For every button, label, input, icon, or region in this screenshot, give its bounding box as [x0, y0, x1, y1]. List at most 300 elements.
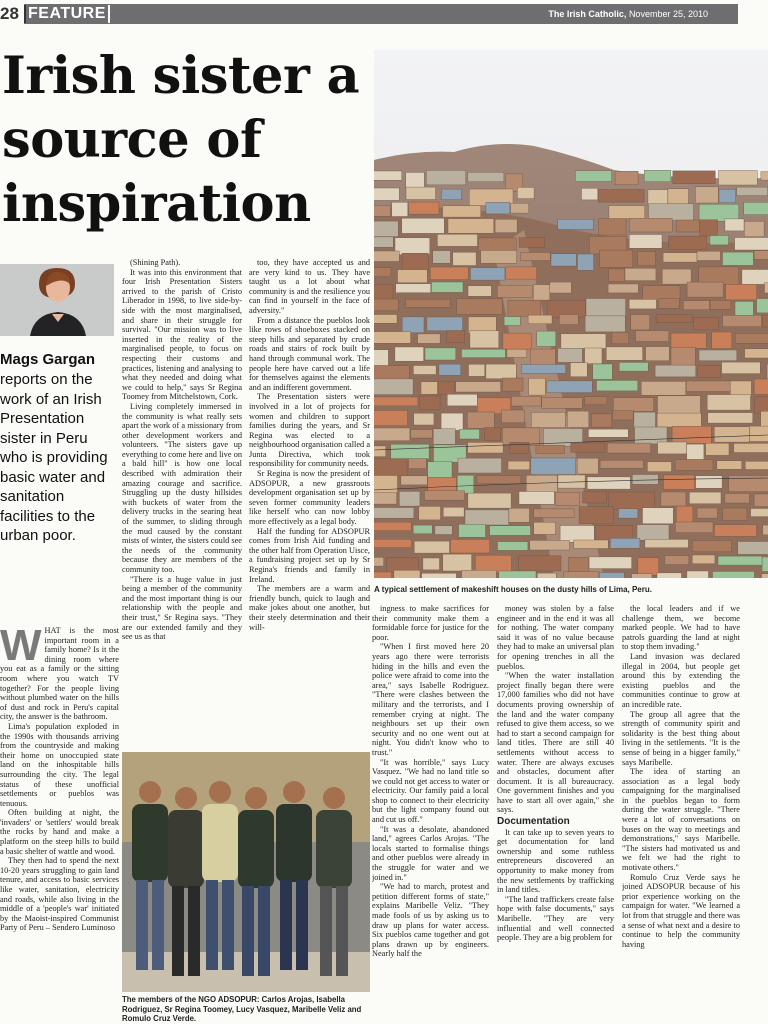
paragraph: "When I first moved here 20 years ago there were terrorists hiding in the hills and even the police were afraid to come into the area," says Isabelle Rodriguez. "There were clashes between the military and the terrorists, and I remember crying at night. The neighbours set up their own security and no one went out at night. You didn't know who to trust."	[372, 642, 489, 757]
house-shape	[374, 350, 388, 366]
house-shape	[458, 458, 502, 473]
house-shape	[467, 412, 494, 428]
paragraph: Lima's population exploded in the 1990s with thousands arriving from the countryside and making their home on unoccupied state land on the inhospitable hills surrounding the city. The legal status of these unofficial settlements or pueblos was tenuous.	[0, 721, 119, 808]
house-shape	[537, 573, 556, 578]
house-shape	[722, 362, 761, 374]
house-shape	[738, 542, 768, 555]
house-shape	[537, 331, 556, 346]
house-shape	[634, 412, 656, 429]
house-shape	[531, 412, 565, 427]
person-figure	[258, 886, 270, 976]
house-shape	[600, 460, 643, 468]
house-shape	[401, 476, 427, 485]
person-figure	[175, 787, 197, 809]
house-shape	[443, 554, 472, 571]
house-shape	[714, 427, 749, 442]
author-name: Mags Gargan	[0, 351, 96, 368]
house-shape	[644, 170, 671, 182]
house-shape	[648, 190, 668, 206]
house-shape	[583, 492, 607, 503]
house-shape	[625, 268, 656, 280]
house-shape	[533, 285, 549, 301]
house-shape	[374, 410, 408, 425]
house-shape	[671, 333, 706, 348]
house-shape	[676, 220, 700, 232]
person-figure	[132, 804, 168, 882]
person-figure	[152, 880, 164, 970]
header-divider	[24, 5, 26, 23]
house-shape	[686, 381, 730, 392]
house-shape	[719, 171, 758, 186]
house-shape	[534, 522, 556, 534]
house-shape	[374, 366, 409, 381]
main-photo-caption: A typical settlement of makeshift houses on the dusty hills of Lima, Peru.	[374, 585, 652, 594]
house-shape	[509, 508, 530, 522]
house-shape	[585, 348, 602, 364]
house-shape	[612, 332, 629, 343]
house-shape	[502, 378, 523, 391]
house-shape	[406, 187, 436, 199]
house-shape	[498, 542, 528, 551]
headline: Irish sister a source of inspiration	[2, 46, 360, 234]
house-shape	[608, 284, 638, 293]
paragraph: It was into this environment that four Irish Presentation Sisters arrived to the parish of Cristo Liberador in 1998, to live side-by-side with the most marginalised, and share in their struggle for survival. "Our mission was to live inserted in the reality of the marginalised people, to focus on respecting their customs and practices, listening and analysing to what they needed and doing what we could to help," says Sr Regina Toomey from Mitchelstown, Cork.	[122, 267, 242, 402]
house-shape	[609, 206, 645, 219]
house-shape	[435, 526, 452, 535]
house-shape	[726, 284, 757, 300]
house-shape	[374, 508, 414, 519]
house-shape	[725, 219, 744, 231]
house-shape	[559, 315, 578, 325]
house-shape	[613, 411, 634, 420]
house-shape	[638, 252, 656, 266]
house-shape	[428, 462, 452, 479]
house-shape	[437, 234, 477, 246]
house-shape	[374, 332, 411, 344]
house-shape	[735, 301, 753, 315]
paragraph: too, they have accepted us and are very kind to us. They have taught us a lot about what community is and the resilience you can find in yourself in the face of adversity."	[249, 258, 370, 315]
house-shape	[578, 254, 594, 270]
house-shape	[409, 202, 439, 214]
person-figure	[172, 886, 184, 976]
house-shape	[575, 171, 611, 182]
house-shape	[374, 493, 397, 505]
house-shape	[374, 557, 384, 566]
house-shape	[765, 283, 768, 293]
house-shape	[447, 331, 465, 343]
house-shape	[392, 202, 408, 216]
house-shape	[448, 219, 494, 234]
column-5-part-b	[497, 828, 614, 943]
person-figure	[283, 781, 305, 803]
paragraph: They then had to spend the next 10-20 years struggling to gain land tenure, and access to basic services like water, sanitation, electricity and roads, while also living in the middle of a 'people's war' initiated by the Maoist-inspired Communist Party of Peru – Sendero Luminoso	[0, 856, 119, 933]
house-shape	[635, 427, 667, 444]
house-shape	[399, 491, 420, 506]
house-shape	[712, 332, 732, 349]
house-shape	[413, 366, 436, 375]
house-shape	[465, 510, 509, 525]
house-shape	[745, 461, 768, 469]
person-figure	[320, 886, 332, 976]
house-shape	[409, 459, 427, 469]
house-shape	[609, 269, 625, 282]
house-shape	[683, 301, 709, 310]
house-shape	[511, 203, 529, 213]
house-shape	[717, 461, 742, 470]
person-figure	[316, 810, 352, 888]
house-shape	[374, 446, 386, 457]
house-shape	[662, 269, 691, 284]
paragraph: "We had to march, protest and petition different forms of state," explains Maribelle Veliz. "They made fools of us by asking us to draw up plans for water access. Six pueblos came together and got plans drawn up by engineers. Nearly half the	[372, 882, 489, 959]
house-shape	[425, 348, 456, 360]
house-shape	[643, 286, 680, 301]
house-shape	[663, 253, 697, 262]
house-shape	[672, 426, 711, 443]
house-shape	[391, 444, 429, 459]
house-shape	[394, 570, 420, 578]
page-number: 28	[0, 4, 24, 24]
house-shape	[638, 558, 659, 575]
house-shape	[558, 348, 583, 362]
house-shape	[757, 299, 768, 313]
house-shape	[457, 299, 503, 315]
person-figure	[209, 781, 231, 803]
house-shape	[636, 331, 669, 342]
house-shape	[589, 557, 632, 569]
house-shape	[579, 507, 613, 524]
house-shape	[675, 459, 713, 470]
house-shape	[460, 429, 480, 439]
house-shape	[619, 509, 638, 518]
house-shape	[462, 349, 506, 357]
house-shape	[469, 364, 485, 376]
person-figure	[222, 880, 234, 970]
house-shape	[521, 253, 551, 261]
house-shape	[521, 365, 565, 374]
house-shape	[676, 506, 693, 524]
publication-dateline	[548, 4, 708, 24]
house-shape	[754, 494, 768, 507]
house-shape	[658, 396, 701, 414]
house-shape	[374, 188, 399, 200]
house-shape	[443, 206, 481, 217]
house-shape	[547, 381, 592, 393]
house-shape	[418, 334, 441, 344]
house-shape	[587, 477, 630, 489]
house-shape	[723, 315, 762, 327]
house-shape	[453, 252, 476, 265]
house-shape	[606, 347, 642, 360]
house-shape	[671, 348, 695, 366]
paragraph: the local leaders and if we challenge them, we become marked people. We had to have patrols guarding the land at night to stop them invading."	[622, 604, 740, 652]
house-shape	[574, 540, 608, 549]
house-shape	[423, 558, 440, 570]
person-figure	[323, 787, 345, 809]
house-shape	[374, 268, 391, 277]
house-shape	[656, 315, 692, 323]
paragraph: money was stolen by a false engineer and in the end it was all for nothing. The water company said it was of no value because they had to make an universal plan for opening trenches in all the pueblos.	[497, 604, 614, 671]
house-shape	[511, 396, 541, 406]
house-shape	[649, 204, 694, 221]
person-figure	[296, 880, 308, 970]
house-shape	[735, 238, 768, 251]
paragraph: (Shining Path).	[130, 258, 181, 267]
house-shape	[713, 571, 755, 578]
house-shape	[718, 556, 762, 565]
house-shape	[597, 380, 638, 391]
house-shape	[470, 331, 499, 348]
house-shape	[374, 251, 399, 262]
house-shape	[593, 364, 613, 379]
group-photo	[122, 752, 370, 992]
house-shape	[629, 299, 656, 309]
person-figure	[168, 810, 204, 888]
person-figure	[188, 886, 200, 976]
house-shape	[508, 300, 541, 316]
header-bar	[0, 4, 738, 24]
house-shape	[675, 522, 713, 533]
house-shape	[699, 267, 739, 284]
house-shape	[555, 492, 579, 505]
house-shape	[427, 317, 463, 331]
house-shape	[490, 526, 531, 536]
house-shape	[468, 442, 504, 453]
house-shape	[629, 218, 672, 232]
house-shape	[745, 349, 768, 358]
house-shape	[707, 395, 750, 411]
house-shape	[402, 218, 445, 233]
house-shape	[374, 171, 402, 180]
paragraph: "The land traffickers create false hope with false documents," says Maribelle. "They are very influential and well connected people. They are a big problem for	[497, 894, 614, 943]
house-shape	[486, 364, 516, 379]
house-shape	[696, 476, 723, 488]
house-shape	[673, 171, 716, 184]
house-shape	[517, 187, 534, 198]
person-figure	[136, 880, 148, 970]
house-shape	[697, 251, 720, 260]
house-shape	[374, 205, 391, 216]
paragraph: Half the funding for ADSOPUR comes from Irish Aid funding and the other half from Operation Uisce, a fundraising project set up by Sr Regina's friends and family in Ireland.	[249, 526, 370, 584]
house-shape	[563, 572, 599, 578]
article-column-lead	[0, 626, 119, 1024]
house-shape	[698, 366, 721, 378]
paragraph: "It was horrible," says Lucy Vasquez. "We had no land title so we could not get access to water or electricity. Our family paid a local shop to connect to their electricity but the light company found out and cut us off."	[372, 757, 489, 825]
house-shape	[406, 299, 451, 307]
article-column-1	[122, 258, 242, 653]
house-shape	[398, 270, 428, 283]
person-figure	[238, 810, 274, 888]
house-shape	[607, 443, 651, 453]
house-shape	[762, 574, 768, 578]
house-shape	[600, 250, 633, 267]
person-figure	[139, 781, 161, 803]
article-column-5	[497, 604, 614, 1024]
house-shape	[695, 187, 718, 203]
house-shape	[419, 506, 441, 520]
house-shape	[763, 315, 768, 327]
house-shape	[395, 347, 424, 361]
house-shape	[374, 572, 392, 578]
house-shape	[693, 318, 718, 330]
paragraph: "There is a huge value in just being a member of the community and the most important thing is our relationship with the people and their trust," Sr Regina says. "They are our extended family and they see us as that	[122, 574, 242, 642]
house-shape	[451, 539, 490, 553]
house-shape	[744, 202, 768, 214]
person-figure	[336, 886, 348, 976]
house-shape	[485, 428, 501, 441]
house-shape	[664, 475, 695, 489]
house-shape	[582, 188, 598, 200]
house-shape	[374, 476, 398, 494]
house-shape	[395, 238, 430, 255]
person-figure	[206, 880, 218, 970]
paragraph: Often building at night, the 'invaders' or 'settlers' would break the rocks by hand and make a platform on the steep hills to build a basic shelter of wattle and wood.	[0, 808, 119, 856]
house-shape	[468, 172, 504, 182]
article-column-2	[249, 258, 370, 653]
house-shape	[414, 413, 434, 425]
house-shape	[619, 362, 648, 371]
house-shape	[669, 236, 707, 249]
person-figure	[202, 804, 238, 882]
house-shape	[699, 350, 737, 361]
house-shape	[657, 573, 682, 578]
paragraph: "When the water installation project finally began there were 17,000 families who did not have documents proving ownership of the land and the water company refused to give them access, so we had to start a second campaign for land titles. There are still 40 settlements without access to water. There are always excuses and obstacles, document after document. It is all bureaucracy. One government finishes and you have to start all over again," she says.	[497, 671, 614, 815]
house-shape	[588, 429, 628, 437]
house-shape	[507, 349, 527, 357]
house-shape	[632, 574, 652, 578]
house-shape	[499, 571, 536, 578]
house-shape	[751, 509, 768, 517]
article-column-4	[372, 604, 489, 1024]
house-shape	[439, 364, 461, 375]
paragraph: "It was a desolate, abandoned land," agrees Carlos Arojas. "The locals started to formalise things and other pueblos were already in the struggle for water and we joined in."	[372, 824, 489, 882]
house-shape	[504, 317, 520, 326]
house-shape	[442, 189, 462, 200]
house-shape	[481, 250, 517, 263]
house-shape	[374, 397, 418, 406]
house-shape	[742, 270, 768, 285]
house-shape	[570, 363, 587, 377]
drop-cap: W	[0, 626, 42, 670]
house-shape	[550, 282, 572, 293]
house-shape	[734, 443, 768, 452]
house-shape	[497, 285, 532, 297]
paragraph: Living completely immersed in the community is what really sets apart the work of a missionary from other development workers and volunteers. "The sisters gave up everything to come here and live on a bald hill" is how one local described with admiration their amazing courage and sacrifice. Struggling up the dusty hillsides with buckets of water from the delivery trucks in the searing heat of the summer, to sliding through the mud caused by the constant mists of winter, the sisters could see the needs of the community because they are members of the community too.	[122, 401, 242, 574]
house-shape	[374, 428, 410, 441]
house-shape	[486, 202, 510, 214]
publication-name: The Irish Catholic,	[548, 9, 627, 19]
house-shape	[730, 381, 751, 397]
house-shape	[632, 475, 658, 485]
house-shape	[700, 220, 718, 235]
house-shape	[737, 187, 768, 196]
column-5-part-a	[497, 604, 614, 815]
house-shape	[374, 299, 398, 311]
house-shape	[479, 238, 517, 252]
house-shape	[406, 172, 424, 189]
paragraph: Sr Regina is now the president of ADSOPUR, a new grassroots development organisation set up by seven former community leaders like herself who can now lobby more effectively as a legal body.	[249, 469, 370, 527]
house-shape	[420, 396, 440, 410]
house-shape	[402, 253, 428, 271]
paragraph: The idea of starting an association as a legal body campaigning for the marginalised in the pueblos began to form during the water struggle. "There were a lot of conversations on buses on the way to meetings and demonstrations," says Maribelle. "The sisters had motivated us and we felt we had the right to motivate others."	[622, 767, 740, 873]
house-shape	[433, 429, 455, 445]
author-photo	[0, 264, 114, 336]
house-shape	[637, 525, 669, 541]
house-shape	[692, 540, 731, 551]
house-shape	[577, 458, 598, 474]
paragraph: Romulo Cruz Verde says he joined ADSOPUR because of his prior experience working on the campaign for water. "We learned a lot from that struggle and there was a sense of what next and a desire to continue to help the community having	[622, 872, 740, 949]
house-shape	[426, 170, 465, 185]
house-shape	[402, 317, 424, 333]
house-shape	[447, 394, 477, 406]
header-divider	[108, 5, 110, 23]
paragraph: The group all agree that the strength of community spirit and solidarity is the best thing about living in the settlements. "It is the sense of being in a bigger family," says Maribelle.	[622, 709, 740, 767]
person-figure	[242, 886, 254, 976]
house-shape	[430, 267, 468, 280]
house-shape	[735, 333, 768, 343]
house-shape	[502, 410, 525, 423]
house-shape	[374, 315, 397, 324]
house-shape	[519, 238, 545, 248]
house-shape	[534, 509, 574, 518]
house-shape	[585, 316, 625, 332]
house-shape	[462, 570, 497, 578]
house-shape	[763, 525, 768, 535]
house-shape	[646, 347, 670, 361]
house-shape	[708, 413, 753, 424]
house-shape	[600, 573, 625, 579]
house-shape	[725, 494, 750, 504]
house-shape	[610, 538, 640, 548]
house-shape	[536, 445, 565, 453]
house-shape	[431, 282, 463, 292]
house-shape	[569, 557, 589, 574]
settlement-photo	[374, 50, 768, 578]
house-shape	[422, 573, 457, 578]
house-shape	[613, 398, 653, 412]
house-shape	[631, 315, 650, 330]
house-shape	[706, 443, 729, 455]
house-shape	[687, 282, 723, 297]
house-shape	[551, 254, 576, 266]
house-shape	[657, 413, 701, 427]
house-shape	[529, 378, 546, 395]
house-shape	[641, 381, 686, 395]
paragraph: The members are a warm and friendly bunch, quick to laugh and make jokes about one another, but their steely determination and their will-	[249, 584, 370, 632]
house-shape	[661, 492, 686, 506]
house-shape	[374, 221, 398, 237]
house-shape	[615, 171, 638, 185]
house-shape	[655, 365, 696, 377]
house-shape	[719, 189, 736, 202]
house-shape	[374, 379, 413, 395]
house-shape	[567, 411, 588, 427]
house-shape	[714, 525, 756, 537]
paragraph: Land invasion was declared illegal in 2004, but people get around this by extending the existing pueblos and the communities continue to grow at an incredible rate.	[622, 651, 740, 709]
house-shape	[413, 525, 432, 534]
paragraph: HAT is the most important room in a family home? Is it the dining room where you eat as a family or the sitting room where you watch TV together? For the people living without plumbed water on the hills of dust and rock in Peru's capital city, the answer is the bathroom.	[0, 626, 119, 722]
house-shape	[668, 189, 689, 204]
section-label: FEATURE	[28, 5, 106, 22]
house-shape	[609, 492, 655, 509]
house-shape	[470, 268, 505, 280]
house-shape	[754, 251, 768, 260]
person-figure	[280, 880, 292, 970]
house-shape	[433, 251, 451, 264]
house-shape	[658, 442, 687, 454]
house-shape	[744, 221, 764, 236]
house-shape	[519, 492, 554, 505]
house-shape	[468, 493, 511, 508]
